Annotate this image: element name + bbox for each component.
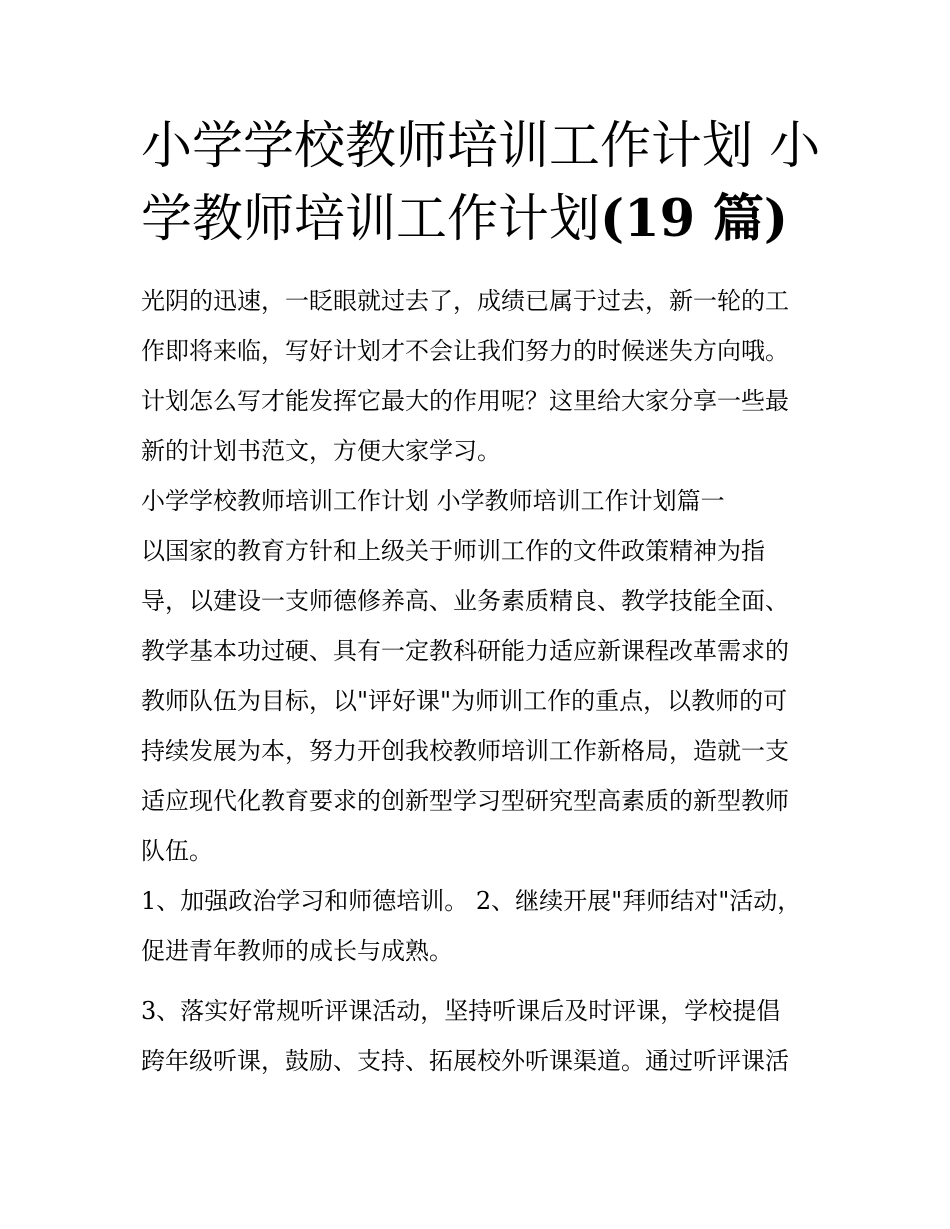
document-page bbox=[141, 0, 821, 1229]
intro-line-2: 作即将来临，写好计划才不会让我们努力的时候迷失方向哦。 bbox=[141, 337, 789, 365]
document-title bbox=[141, 110, 821, 256]
section-heading: 小学学校教师培训工作计划 小学教师培训工作计划篇一 bbox=[141, 487, 725, 515]
intro-line-1: 光阴的迅速，一眨眼就过去了，成绩已属于过去，新一轮的工 bbox=[141, 287, 789, 315]
body-line-4: 教师队伍为目标，以"评好课"为师训工作的重点，以教师的可 bbox=[141, 687, 788, 715]
title-line-1: 小学学校教师培训工作计划 小 bbox=[141, 117, 821, 176]
body-line-3: 教学基本功过硬、具有一定教科研能力适应新课程改革需求的 bbox=[141, 637, 789, 665]
list-item-3-cont: 跨年级听课，鼓励、支持、拓展校外听课渠道。通过听评课活 bbox=[141, 1047, 789, 1075]
intro-line-3: 计划怎么写才能发挥它最大的作用呢？这里给大家分享一些最 bbox=[141, 387, 789, 415]
list-item-2-cont: 促进青年教师的成长与成熟。 bbox=[141, 937, 453, 965]
body-line-1: 以国家的教育方针和上级关于师训工作的文件政策精神为指 bbox=[141, 537, 765, 565]
body-line-2: 导，以建设一支师德修养高、业务素质精良、教学技能全面、 bbox=[141, 587, 789, 615]
title-line-2: 学教师培训工作计划 bbox=[141, 190, 601, 249]
intro-line-4: 新的计划书范文，方便大家学习。 bbox=[141, 437, 501, 465]
list-item-1-2: 1、加强政治学习和师德培训。 2、继续开展"拜师结对"活动， bbox=[141, 887, 802, 915]
title-count: (19 篇) bbox=[600, 189, 789, 249]
body-line-7: 队伍。 bbox=[141, 837, 213, 865]
body-line-6: 适应现代化教育要求的创新型学习型研究型高素质的新型教师 bbox=[141, 787, 789, 815]
body-line-5: 持续发展为本，努力开创我校教师培训工作新格局，造就一支 bbox=[141, 737, 789, 765]
list-item-3: 3、落实好常规听评课活动，坚持听课后及时评课，学校提倡 bbox=[141, 997, 781, 1025]
